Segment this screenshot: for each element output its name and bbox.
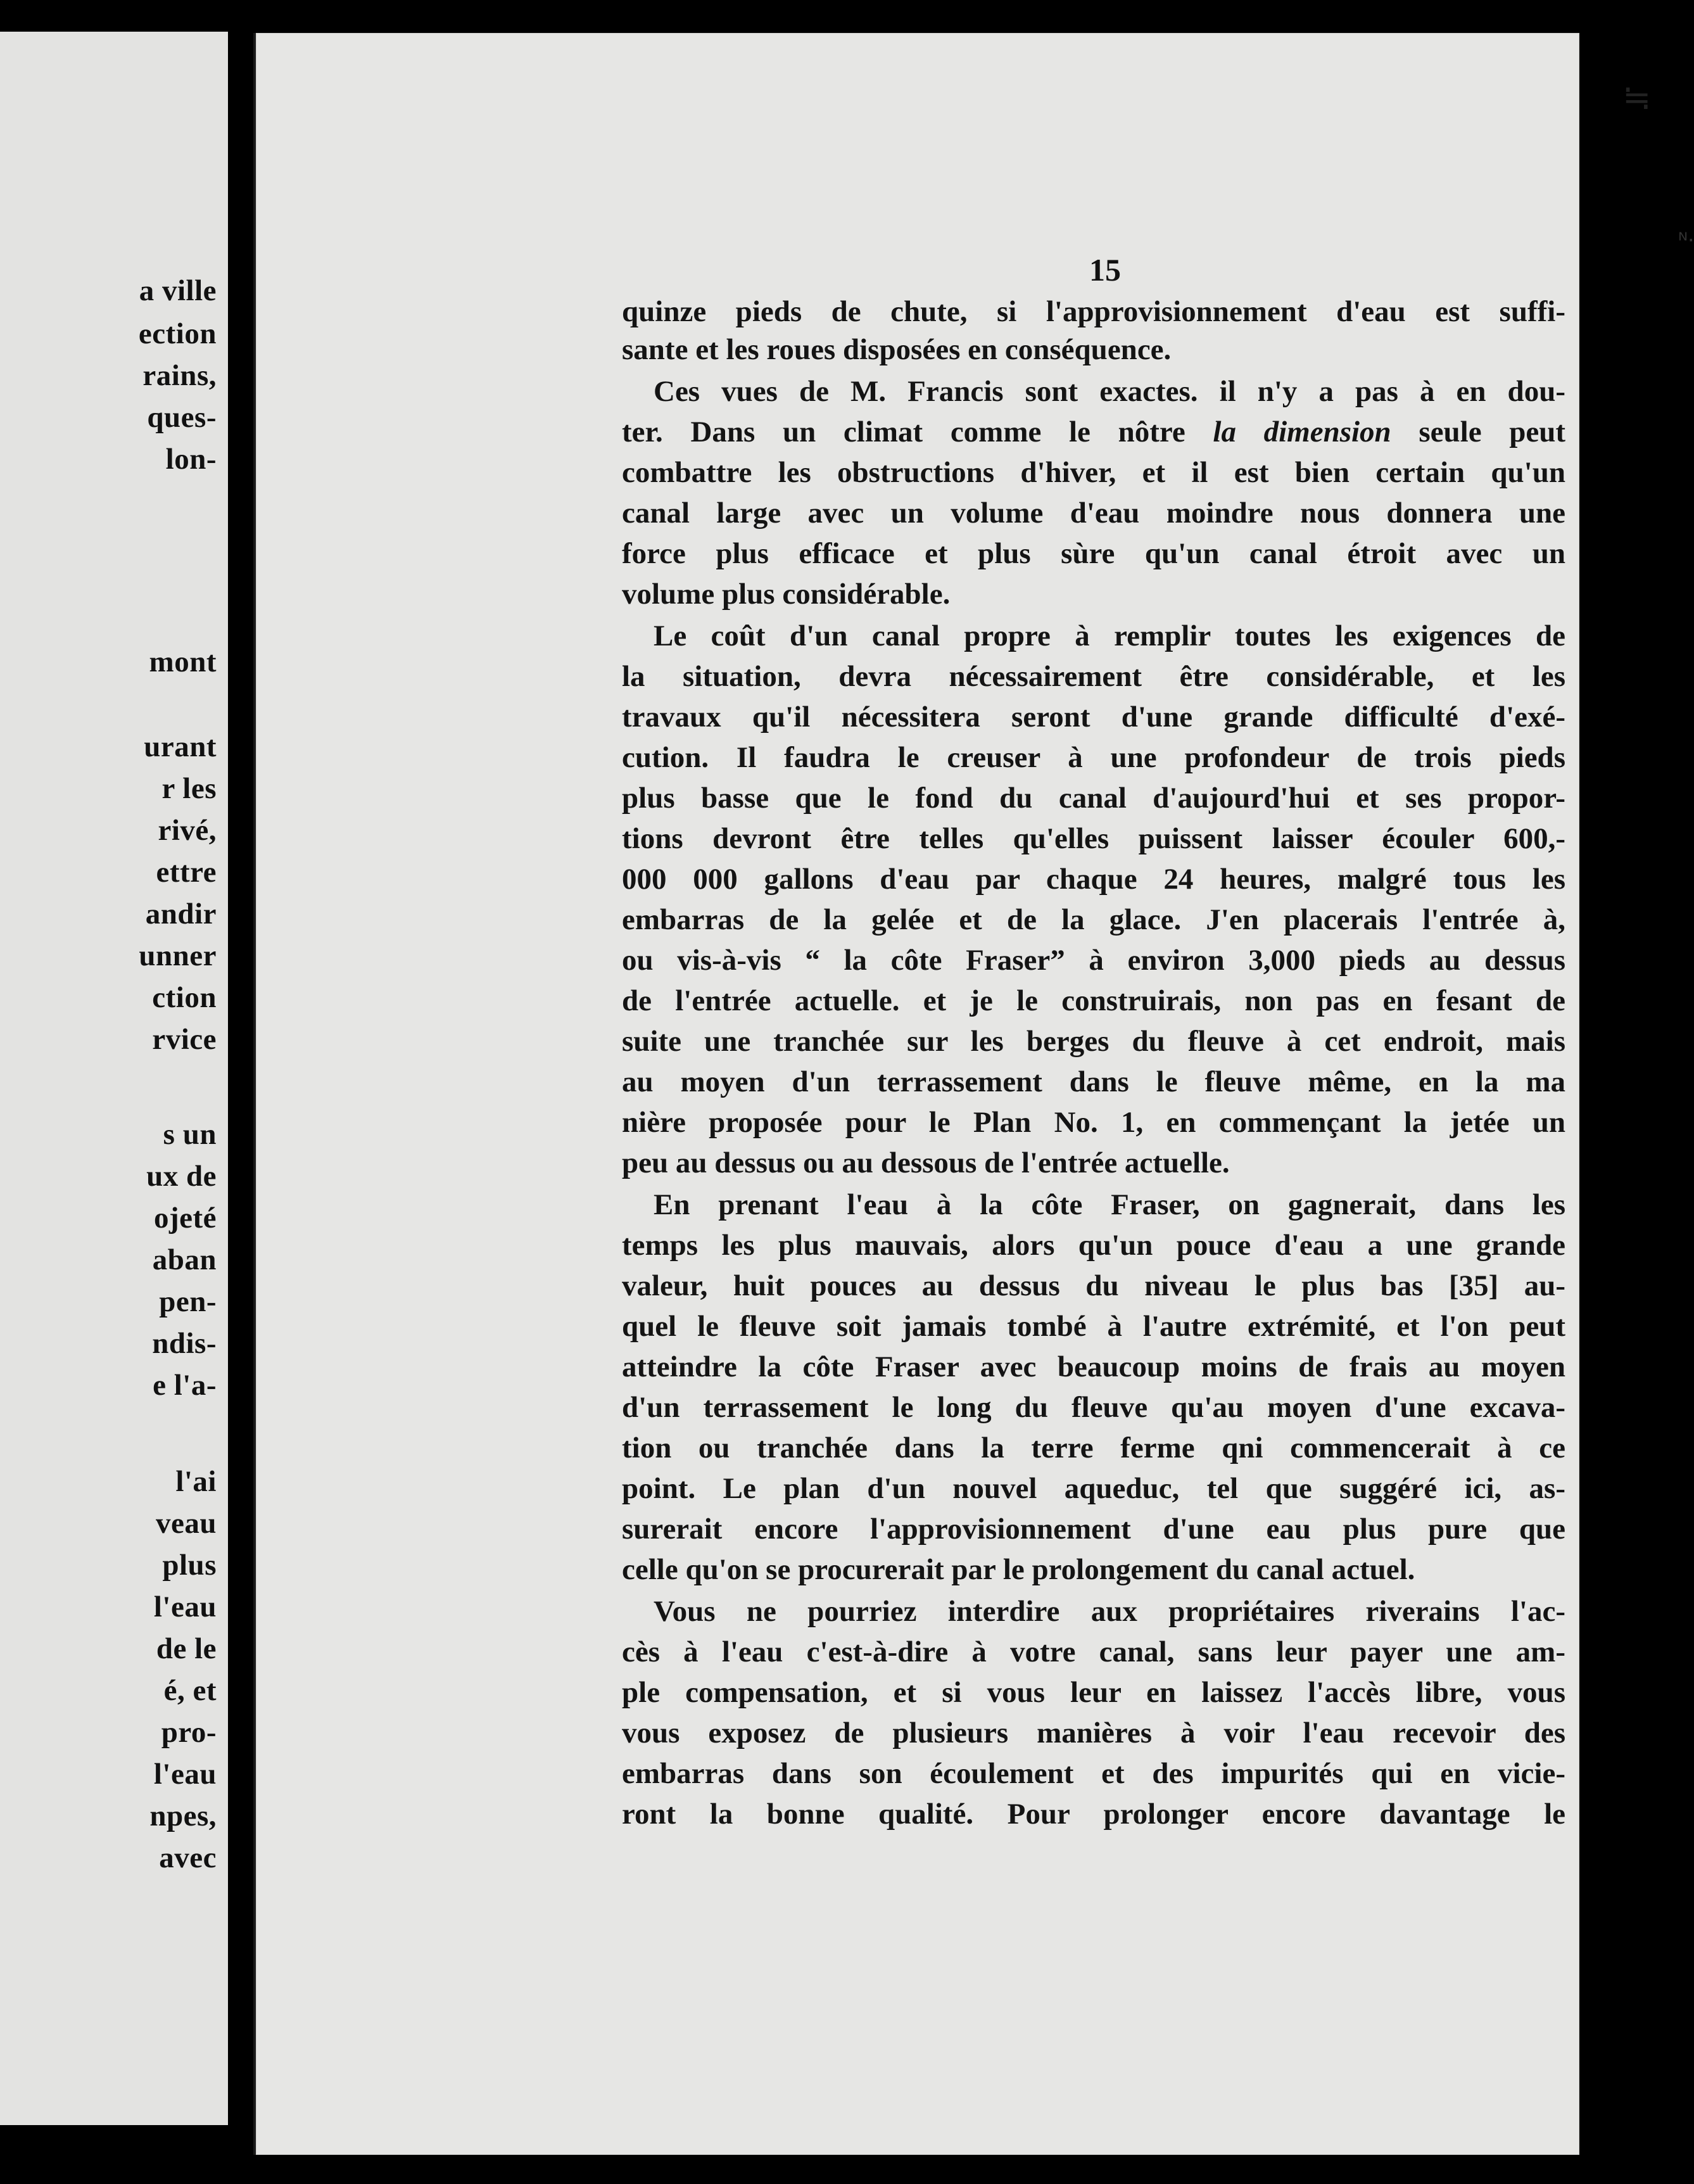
page-number: 15 (1089, 252, 1121, 288)
facing-page-line: de le (156, 1632, 217, 1665)
facing-page-line: a ville (139, 274, 217, 307)
facing-page-line: ndis- (152, 1327, 217, 1360)
text-line: quel le fleuve soit jamais tombé à l'autre extrémité, et l'on peut (622, 1310, 1565, 1343)
text-line: suite une tranchée sur les berges du fleuve à cet endroit, mais (622, 1025, 1565, 1058)
facing-page-line: pen- (159, 1285, 217, 1318)
text-line: cution. Il faudra le creuser à une profondeur de trois pieds (622, 741, 1565, 774)
text-line: embarras dans son écoulement et des impurités qui en vicie- (622, 1757, 1565, 1790)
text-line: canal large avec un volume d'eau moindre nous donnera une (622, 497, 1565, 530)
facing-page-line: é, et (163, 1674, 217, 1707)
text-line: point. Le plan d'un nouvel aqueduc, tel que suggéré ici, as- (622, 1472, 1565, 1505)
text-line: 000 000 gallons d'eau par chaque 24 heures, malgré tous les (622, 863, 1565, 896)
facing-page-line: npes, (149, 1800, 217, 1832)
body-text (256, 33, 1579, 2155)
facing-page-line: ques- (147, 401, 217, 434)
text-line: celle qu'on se procurerait par le prolongement du canal actuel. (622, 1553, 1415, 1586)
text-line: En prenant l'eau à la côte Fraser, on gagnerait, dans les (654, 1188, 1565, 1221)
text-line: au moyen d'un terrassement dans le fleuve même, en la ma (622, 1065, 1565, 1098)
facing-page-line: rivé, (158, 814, 217, 847)
text-line: ple compensation, et si vous leur en laissez l'accès libre, vous (622, 1676, 1565, 1709)
facing-page-line: rvice (152, 1023, 217, 1056)
text-line: ter. Dans un climat comme le nôtre la dimension seule peut (622, 416, 1566, 448)
text-line: valeur, huit pouces au dessus du niveau le plus bas [35] au- (622, 1269, 1565, 1302)
text-line: tion ou tranchée dans la terre ferme qni commencerait à ce (622, 1432, 1565, 1464)
text-line: ou vis-à-vis “ la côte Fraser” à environ 3,000 pieds au dessus (622, 944, 1565, 977)
text-line: vous exposez de plusieurs manières à voir l'eau recevoir des (622, 1717, 1565, 1749)
facing-page-line: l'eau (153, 1590, 217, 1623)
facing-page-line: veau (156, 1507, 217, 1540)
text-line: embarras de la gelée et de la glace. J'en placerais l'entrée à, (622, 903, 1565, 936)
text-line: Ces vues de M. Francis sont exactes. il n'y a pas à en dou- (654, 375, 1565, 408)
text-line: travaux qu'il nécessitera seront d'une grande difficulté d'exé- (622, 701, 1565, 733)
facing-page-fragment (0, 32, 228, 2125)
facing-page-line: e l'a- (153, 1369, 217, 1402)
facing-page-line: lon- (165, 443, 217, 476)
text-line: combattre les obstructions d'hiver, et il est bien certain qu'un (622, 456, 1565, 489)
text-line: force plus efficace et plus sùre qu'un canal étroit avec un (622, 537, 1565, 570)
text-line: tions devront être telles qu'elles puissent laisser écouler 600,- (622, 822, 1565, 855)
text-line: volume plus considérable. (622, 578, 951, 611)
facing-page-line: ection (138, 317, 217, 350)
text-line: Vous ne pourriez interdire aux propriétaires riverains l'ac- (654, 1595, 1565, 1628)
text-line: temps les plus mauvais, alors qu'un pouce d'eau a une grande (622, 1229, 1565, 1262)
text-line: d'un terrassement le long du fleuve qu'au moyen d'une excava- (622, 1391, 1565, 1424)
facing-page-line: mont (149, 645, 217, 678)
facing-page-line: urant (144, 730, 217, 763)
facing-page-line: rains, (142, 359, 217, 392)
facing-page-line: plus (162, 1549, 217, 1582)
text-line: plus basse que le fond du canal d'aujourd'hui et ses propor- (622, 782, 1565, 815)
facing-page-line: l'ai (175, 1465, 217, 1498)
facing-page-line: l'eau (153, 1758, 217, 1791)
corner-mark: ≒ (1622, 77, 1652, 117)
text-line: de l'entrée actuelle. et je le construirais, non pas en fesant de (622, 984, 1565, 1017)
text-line: surerait encore l'approvisionnement d'une eau plus pure que (622, 1513, 1565, 1546)
document-page (253, 33, 1694, 2155)
text-line: nière proposée pour le Plan No. 1, en commençant la jetée un (622, 1106, 1565, 1139)
facing-page-line: ux de (146, 1160, 217, 1193)
facing-page-line: pro- (161, 1716, 217, 1749)
facing-page-line: avec (159, 1841, 217, 1874)
facing-page-line: ction (152, 981, 217, 1014)
facing-page-line: ettre (156, 856, 217, 889)
text-line: peu au dessus ou au dessous de l'entrée actuelle. (622, 1146, 1230, 1179)
facing-page-line: unner (139, 939, 217, 972)
italic-emphasis: la dimension (1213, 416, 1391, 448)
text-line: ront la bonne qualité. Pour prolonger encore davantage le (622, 1798, 1565, 1831)
text-line: atteindre la côte Fraser avec beaucoup moins de frais au moyen (622, 1350, 1565, 1383)
facing-page-line: ojeté (153, 1202, 217, 1235)
facing-page-line: andir (145, 898, 217, 930)
facing-page-line: s un (163, 1118, 217, 1151)
text-line: la situation, devra nécessairement être considérable, et les (622, 660, 1565, 693)
text-line: cès à l'eau c'est-à-dire à votre canal, sans leur payer une am- (622, 1635, 1565, 1668)
text-line: sante et les roues disposées en conséquence. (622, 333, 1172, 366)
text-line: quinze pieds de chute, si l'approvisionnement d'eau est suffi- (622, 295, 1565, 328)
facing-page-line: aban (152, 1243, 217, 1276)
facing-page-line: r les (161, 772, 217, 805)
text-line: Le coût d'un canal propre à remplir toutes les exigences de (654, 619, 1565, 652)
corner-mark-secondary: ᴺ· (1678, 228, 1694, 252)
